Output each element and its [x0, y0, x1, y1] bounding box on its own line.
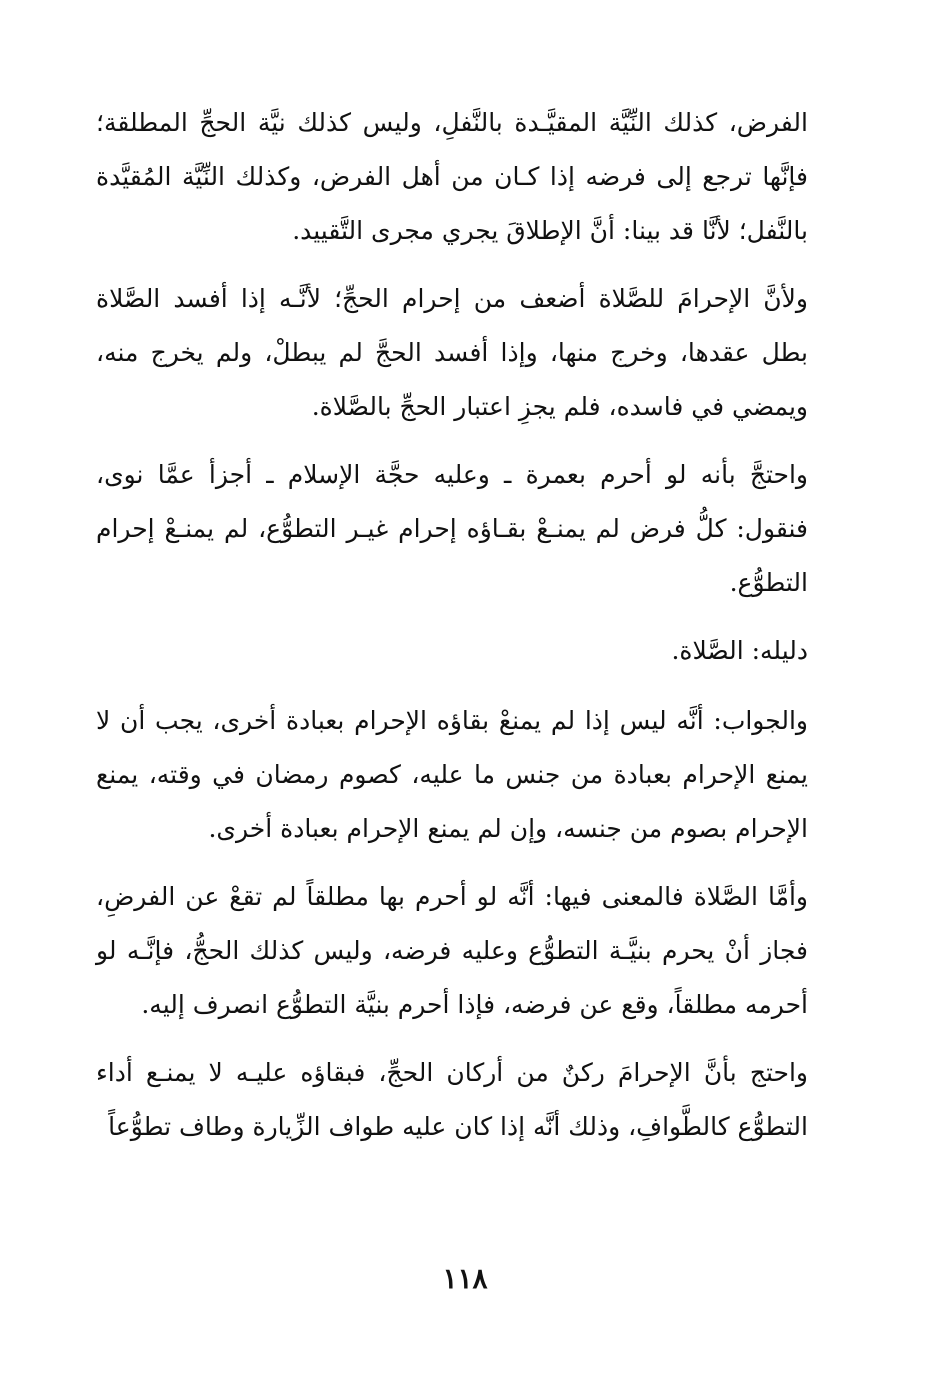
paragraph-6: وأمَّا الصَّلاة فالمعنى فيها: أنَّه لو أحرم بها مطلقاً لم تقعْ عن الفرضِ، فجاز أنْ يحرم بنيَّـة التطوُّع وعليه فرضه، وليس كذلك الحجُّ، فإنَّـه لو أحرمه مطلقاً، وقع عن فرضه، فإذا أحرم بنيَّة التطوُّع انصرف إليه. — [96, 882, 808, 1019]
paragraph-2: ولأنَّ الإحرامَ للصَّلاة أضعف من إحرام الحجِّ؛ لأنَّـه إذا أفسد الصَّلاة بطل عقدها، وخرج منها، وإذا أفسد الحجَّ لم يبطلْ، ولم يخرج منه، ويمضي في فاسده، فلم يجزِ اعتبار الحجِّ بالصَّلاة. — [96, 284, 808, 421]
paragraph-5: والجواب: أنَّه ليس إذا لم يمنعْ بقاؤه الإحرام بعبادة أخرى، يجب أن لا يمنع الإحرام بعبادة من جنس ما عليه، كصوم رمضان في وقته، يمنع الإحرام بصوم من جنسه، وإن لم يمنع الإحرام بعبادة أخرى. — [96, 706, 808, 843]
paragraph-4: دليله: الصَّلاة. — [671, 636, 808, 665]
paragraph-3: واحتجَّ بأنه لو أحرم بعمرة ـ وعليه حجَّة الإسلام ـ أجزأ عمَّا نوى، فنقول: كلُّ فرض لم يمنـعْ بقـاؤه إحرام غيـر التطوُّع، لم يمنـعْ إحرام التطوُّع. — [96, 460, 808, 597]
paragraph-1: الفرض، كذلك النِّيَّة المقيَّـدة بالنَّفلِ، وليس كذلك نيَّة الحجِّ المطلقة؛ فإنَّها ترجع إلى فرضه إذا كـان من أهل الفرض، وكذلك النِّيَّة المُقيَّدة بالنَّفل؛ لأنَّا قد بينا: أنَّ الإطلاقَ يجري مجرى التَّقييد. — [96, 108, 808, 245]
body-text — [96, 96, 808, 1154]
paragraph-7: واحتج بأنَّ الإحرامَ ركنٌ من أركان الحجِّ، فبقاؤه عليـه لا يمنـع أداء التطوُّع كالطَّوافِ، وذلك أنَّه إذا كان عليه طواف الزِّيارة وطاف تطوُّعاً — [96, 1058, 808, 1141]
page-number: ١١٨ — [442, 1262, 488, 1295]
